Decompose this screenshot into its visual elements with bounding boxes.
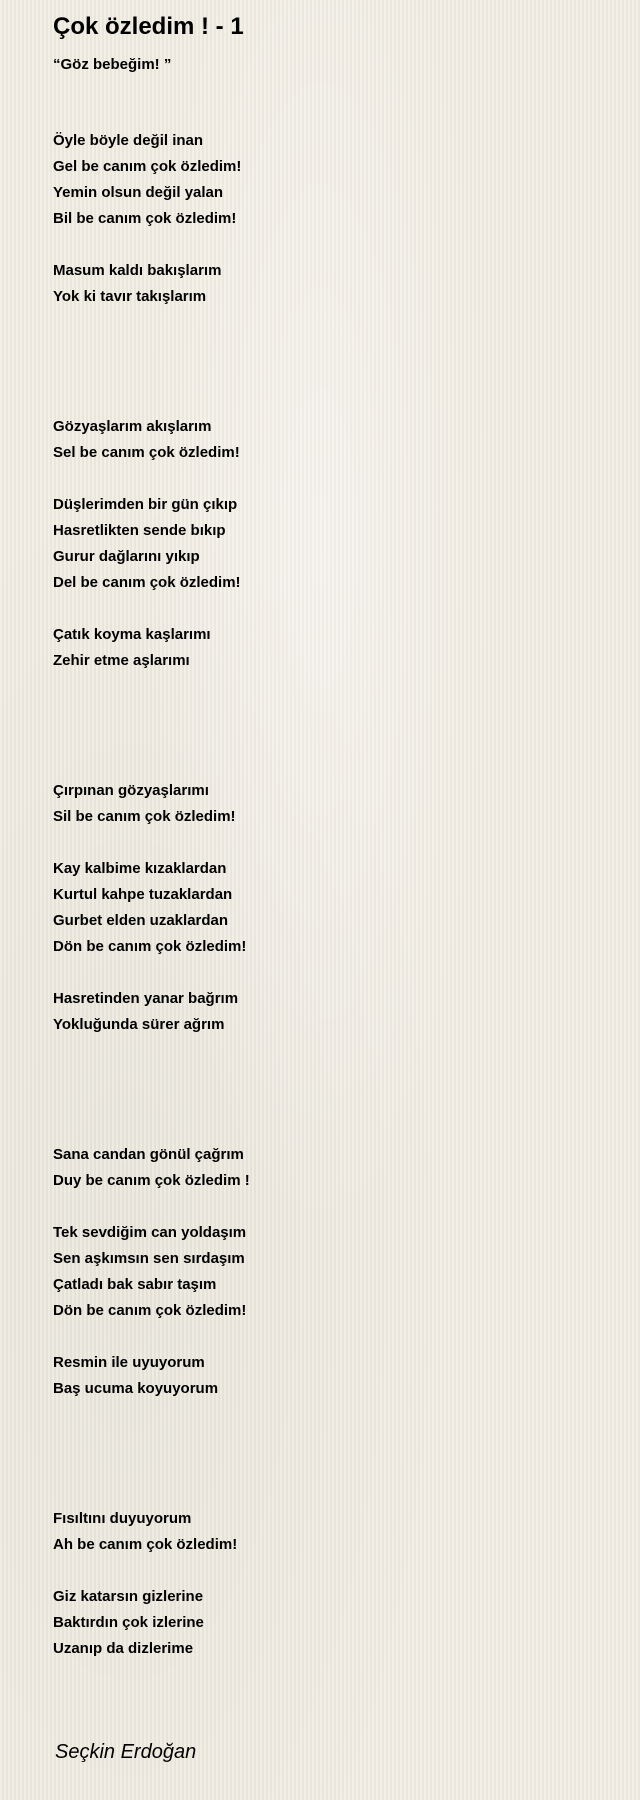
- stanza-gap: [53, 310, 640, 336]
- poem-line: Masum kaldı bakışlarım: [53, 262, 222, 279]
- poem-line: Sel be canım çok özledim!: [53, 444, 240, 461]
- poem-line: Baktırdın çok izlerine: [53, 1614, 204, 1631]
- poem-line: Gözyaşlarım akışlarım: [53, 418, 212, 435]
- poem-line: Kay kalbime kızaklardan: [53, 860, 227, 877]
- poem-author[interactable]: Seçkin Erdoğan: [55, 1741, 197, 1763]
- poem-line: Sana candan gönül çağrım: [53, 1146, 244, 1163]
- poem-line: Ah be canım çok özledim!: [53, 1536, 238, 1553]
- poem-line: Yok ki tavır takışlarım: [53, 288, 207, 305]
- poem-line: Dön be canım çok özledim!: [53, 1302, 247, 1319]
- stanza-gap: [53, 674, 640, 700]
- stanza-gap: [53, 336, 640, 362]
- stanza-gap: [53, 726, 640, 752]
- stanza-gap: [53, 1064, 640, 1090]
- stanza-gap: [53, 1038, 640, 1064]
- poem-line: Yemin olsun değil yalan: [53, 184, 224, 201]
- poem-line: Yokluğunda sürer ağrım: [53, 1016, 225, 1033]
- poem-line: Öyle böyle değil inan: [53, 132, 204, 149]
- poem-subtitle: “Göz bebeğim! ”: [53, 56, 172, 73]
- poem-title: Çok özledim ! - 1: [53, 13, 244, 40]
- poem-line: Resmin ile uyuyorum: [53, 1354, 205, 1371]
- stanza-gap: [53, 1428, 640, 1454]
- poem-line: Çatık koyma kaşlarımı: [53, 626, 211, 643]
- poem-line: Uzanıp da dizlerime: [53, 1640, 194, 1657]
- stanza-gap: [53, 1402, 640, 1428]
- poem-line: Kurtul kahpe tuzaklardan: [53, 886, 233, 903]
- poem-line: Duy be canım çok özledim !: [53, 1172, 250, 1189]
- stanza-gap: [53, 466, 640, 492]
- stanza-gap: [53, 752, 640, 778]
- stanza-gap: [53, 1090, 640, 1116]
- stanza-gap: [53, 1454, 640, 1480]
- poem-line: Fısıltını duyuyorum: [53, 1510, 192, 1527]
- poem-line: Giz katarsın gizlerine: [53, 1588, 204, 1605]
- poem-body: [53, 128, 640, 1662]
- poem-line: Dön be canım çok özledim!: [53, 938, 247, 955]
- stanza-gap: [53, 1558, 640, 1584]
- poem-line: Çatladı bak sabır taşım: [53, 1276, 217, 1293]
- stanza-gap: [53, 1116, 640, 1142]
- stanza-gap: [53, 830, 640, 856]
- poem-line: Bil be canım çok özledim!: [53, 210, 237, 227]
- stanza-gap: [53, 960, 640, 986]
- stanza-gap: [53, 362, 640, 388]
- poem-line: Baş ucuma koyuyorum: [53, 1380, 219, 1397]
- stanza-gap: [53, 1194, 640, 1220]
- stanza-gap: [53, 700, 640, 726]
- poem-line: Zehir etme aşlarımı: [53, 652, 190, 669]
- poem-line: Gurur dağlarını yıkıp: [53, 548, 200, 565]
- poem-line: Düşlerimden bir gün çıkıp: [53, 496, 238, 513]
- stanza-gap: [53, 388, 640, 414]
- poem-line: Del be canım çok özledim!: [53, 574, 241, 591]
- poem-line: Hasretinden yanar bağrım: [53, 990, 239, 1007]
- stanza-gap: [53, 232, 640, 258]
- poem-line: Tek sevdiğim can yoldaşım: [53, 1224, 247, 1241]
- poem-line: Çırpınan gözyaşlarımı: [53, 782, 209, 799]
- stanza-gap: [53, 596, 640, 622]
- poem-line: Sil be canım çok özledim!: [53, 808, 236, 825]
- poem-line: Hasretlikten sende bıkıp: [53, 522, 226, 539]
- poem-line: Gel be canım çok özledim!: [53, 158, 242, 175]
- stanza-gap: [53, 1480, 640, 1506]
- stanza-gap: [53, 1324, 640, 1350]
- poem-line: Gurbet elden uzaklardan: [53, 912, 229, 929]
- poem-line: Sen aşkımsın sen sırdaşım: [53, 1250, 245, 1267]
